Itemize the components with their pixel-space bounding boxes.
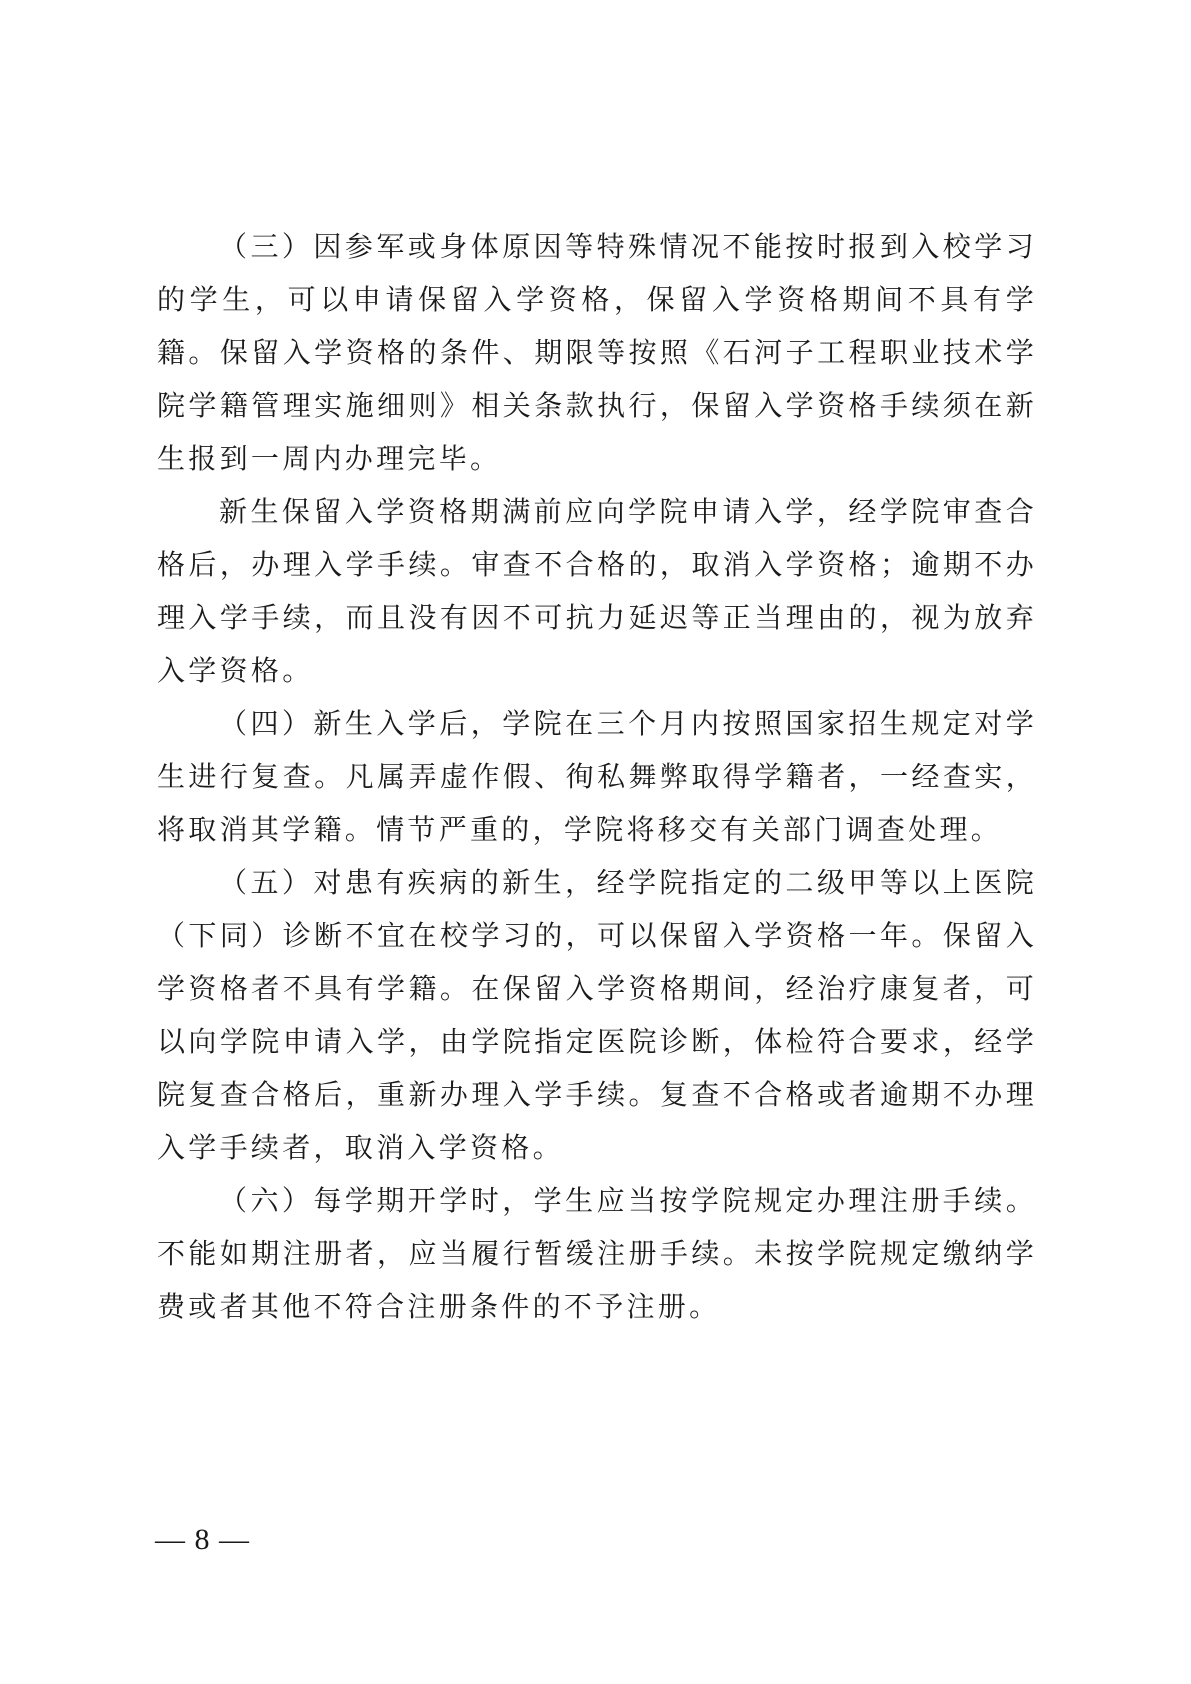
paragraph-item-6: （六）每学期开学时，学生应当按学院规定办理注册手续。不能如期注册者，应当履行暂缓注册手续。未按学院规定缴纳学费或者其他不符合注册条件的不予注册。 <box>157 1184 1037 1323</box>
paragraph-item-4: （四）新生入学后，学院在三个月内按照国家招生规定对学生进行复查。凡属弄虚作假、徇私舞弊取得学籍者，一经查实，将取消其学籍。情节严重的，学院将移交有关部门调查处理。 <box>157 707 1037 846</box>
paragraph-item-3: （三）因参军或身体原因等特殊情况不能按时报到入校学习的学生，可以申请保留入学资格，保留入学资格期间不具有学籍。保留入学资格的条件、期限等按照《石河子工程职业技术学院学籍管理实施细则》相关条款执行，保留入学资格手续须在新生报到一周内办理完毕。 <box>157 230 1037 475</box>
page-number: — 8 — <box>155 1523 250 1556</box>
paragraph-reservation-expiry: 新生保留入学资格期满前应向学院申请入学，经学院审查合格后，办理入学手续。审查不合格的，取消入学资格；逾期不办理入学手续，而且没有因不可抗力延迟等正当理由的，视为放弃入学资格。 <box>157 495 1037 687</box>
document-body <box>157 220 1037 1333</box>
paragraph-item-5: （五）对患有疾病的新生，经学院指定的二级甲等以上医院（下同）诊断不宜在校学习的，可以保留入学资格一年。保留入学资格者不具有学籍。在保留入学资格期间，经治疗康复者，可以向学院申请入学，由学院指定医院诊断，体检符合要求，经学院复查合格后，重新办理入学手续。复查不合格或者逾期不办理入学手续者，取消入学资格。 <box>157 866 1037 1164</box>
